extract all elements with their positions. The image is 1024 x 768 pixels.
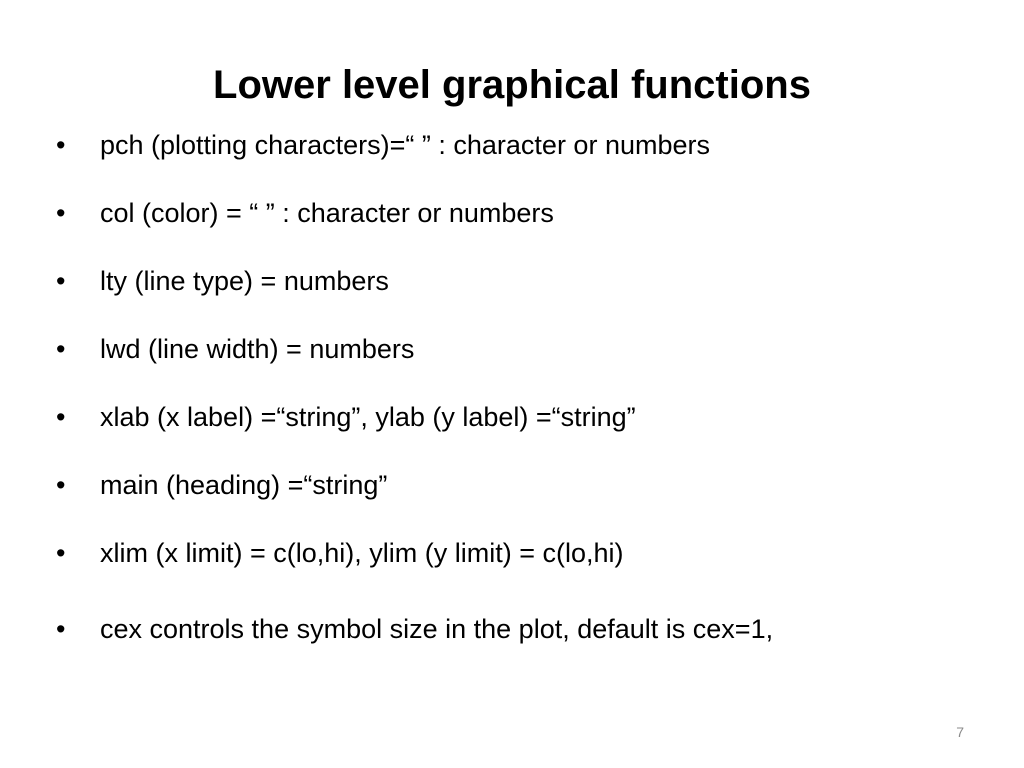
bullet-text: main (heading) =“string” <box>100 470 388 500</box>
bullet-text: lty (line type) = numbers <box>100 266 389 296</box>
bullet-icon: • <box>56 402 66 432</box>
bullet-item-lwd <box>56 332 986 366</box>
bullet-item-lty <box>56 264 986 298</box>
bullet-item-xlab-ylab <box>56 400 986 434</box>
page-number: 7 <box>956 724 964 740</box>
bullet-icon: • <box>56 470 66 500</box>
bullet-item-xlim-ylim <box>56 536 986 570</box>
bullet-icon: • <box>56 538 66 568</box>
bullet-item-pch <box>56 128 986 162</box>
bullet-icon: • <box>56 334 66 364</box>
bullet-text: xlim (x limit) = c(lo,hi), ylim (y limit) = c(lo,hi) <box>100 538 624 568</box>
bullet-icon: • <box>56 198 66 228</box>
bullet-icon: • <box>56 614 66 644</box>
bullet-icon: • <box>56 266 66 296</box>
bullet-text: cex controls the symbol size in the plot, default is cex=1, <box>100 614 774 644</box>
bullet-item-cex <box>56 612 986 646</box>
bullet-text: col (color) = “ ” : character or numbers <box>100 198 554 228</box>
bullet-text: pch (plotting characters)=“ ” : character or numbers <box>100 130 710 160</box>
slide-title: Lower level graphical functions <box>213 63 811 107</box>
bullet-text: lwd (line width) = numbers <box>100 334 415 364</box>
bullet-text: xlab (x label) =“string”, ylab (y label) =“string” <box>100 402 636 432</box>
bullet-item-col <box>56 196 986 230</box>
bullet-icon: • <box>56 130 66 160</box>
bullet-list <box>56 128 986 646</box>
bullet-item-main <box>56 468 986 502</box>
